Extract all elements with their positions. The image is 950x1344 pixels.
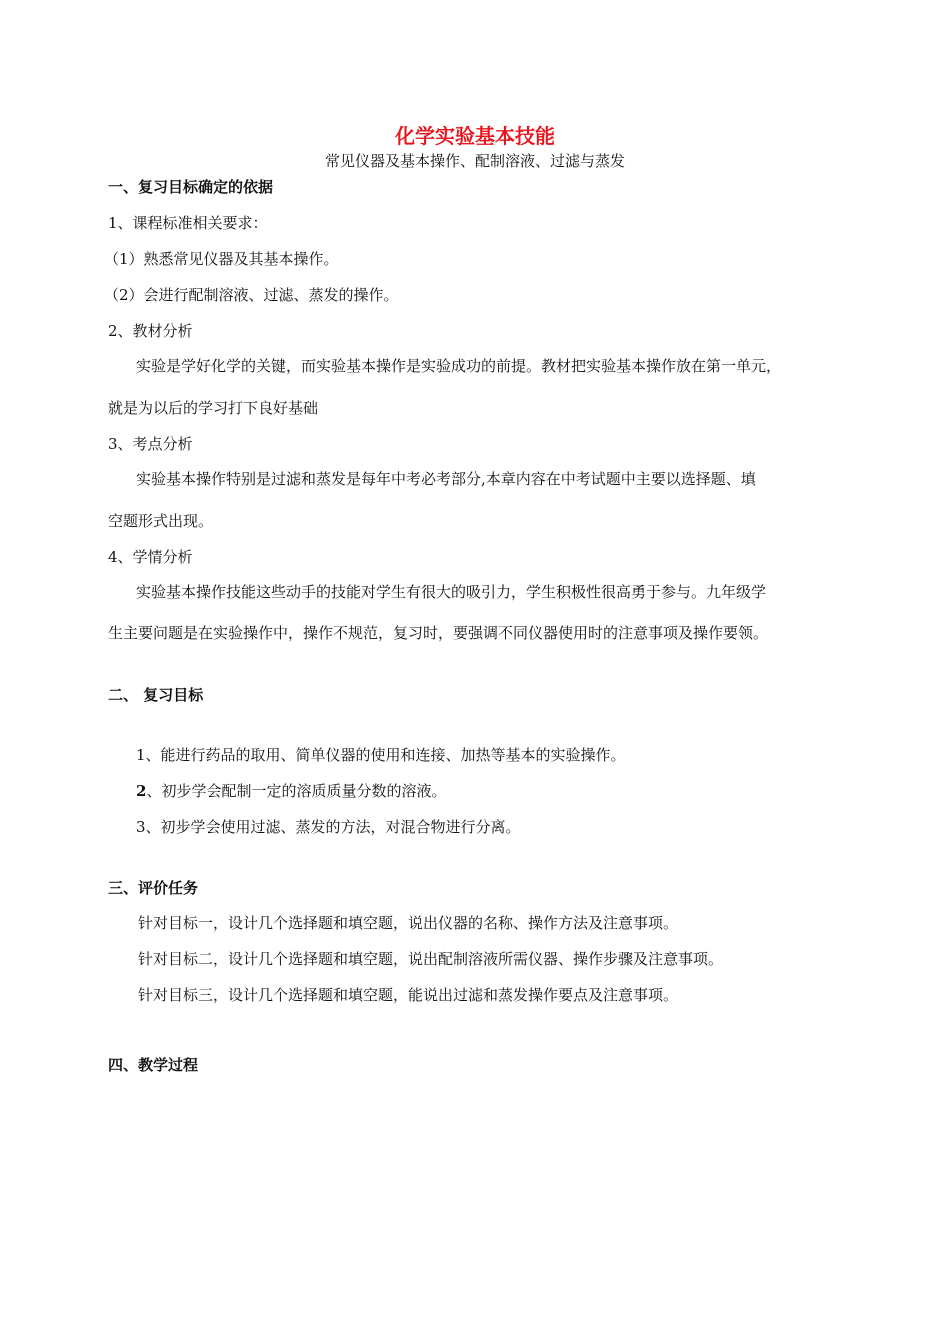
section2-goal1: 1、能进行药品的取用、简单仪器的使用和连接、加热等基本的实验操作。 [136, 746, 626, 764]
section3-task3: 针对目标三，设计几个选择题和填空题，能说出过滤和蒸发操作要点及注意事项。 [138, 986, 679, 1004]
section1-req1: （1）熟悉常见仪器及其基本操作。 [104, 250, 339, 268]
section2-goal2-text: 、初步学会配制一定的溶质质量分数的溶液。 [146, 782, 447, 800]
section1-heading: 一、复习目标确定的依据 [108, 178, 274, 196]
section1-req2: （2）会进行配制溶液、过滤、蒸发的操作。 [104, 286, 399, 304]
section1-item2-label: 2、教材分析 [108, 322, 193, 340]
section3-heading: 三、评价任务 [108, 879, 199, 897]
document-subtitle: 常见仪器及基本操作、配制溶液、过滤与蒸发 [324, 152, 625, 170]
section3-task1: 针对目标一，设计几个选择题和填空题，说出仪器的名称、操作方法及注意事项。 [138, 914, 679, 932]
section1-item4-label: 4、学情分析 [108, 548, 193, 566]
section1-item3-para-line2: 空题形式出现。 [108, 512, 214, 530]
document-title: 化学实验基本技能 [395, 124, 555, 148]
section3-task2: 针对目标二，设计几个选择题和填空题，说出配制溶液所需仪器、操作步骤及注意事项。 [138, 950, 724, 968]
section1-item2-para-line2: 就是为以后的学习打下良好基础 [108, 399, 319, 417]
section1-item3-label: 3、考点分析 [108, 435, 193, 453]
section2-goal2-number: 2 [136, 782, 147, 800]
section4-heading: 四、教学过程 [108, 1056, 199, 1074]
section1-item4-para-line1: 实验基本操作技能这些动手的技能对学生有很大的吸引力，学生积极性很高勇于参与。九年级学 [136, 583, 767, 601]
section1-item4-para-line2: 生主要问题是在实验操作中，操作不规范，复习时，要强调不同仪器使用时的注意事项及操作要领。 [108, 624, 769, 642]
section1-item2-para-line1: 实验是学好化学的关键，而实验基本操作是实验成功的前提。教材把实验基本操作放在第一单元， [136, 357, 782, 375]
section2-goal3: 3、初步学会使用过滤、蒸发的方法，对混合物进行分离。 [136, 818, 521, 836]
section1-item3-para-line1: 实验基本操作特别是过滤和蒸发是每年中考必考部分,本章内容在中考试题中主要以选择题、填 [136, 470, 756, 488]
section1-item1-label: 1、课程标准相关要求： [108, 214, 268, 232]
section2-heading: 二、 复习目标 [108, 686, 204, 704]
section2-goal2 [136, 781, 446, 801]
